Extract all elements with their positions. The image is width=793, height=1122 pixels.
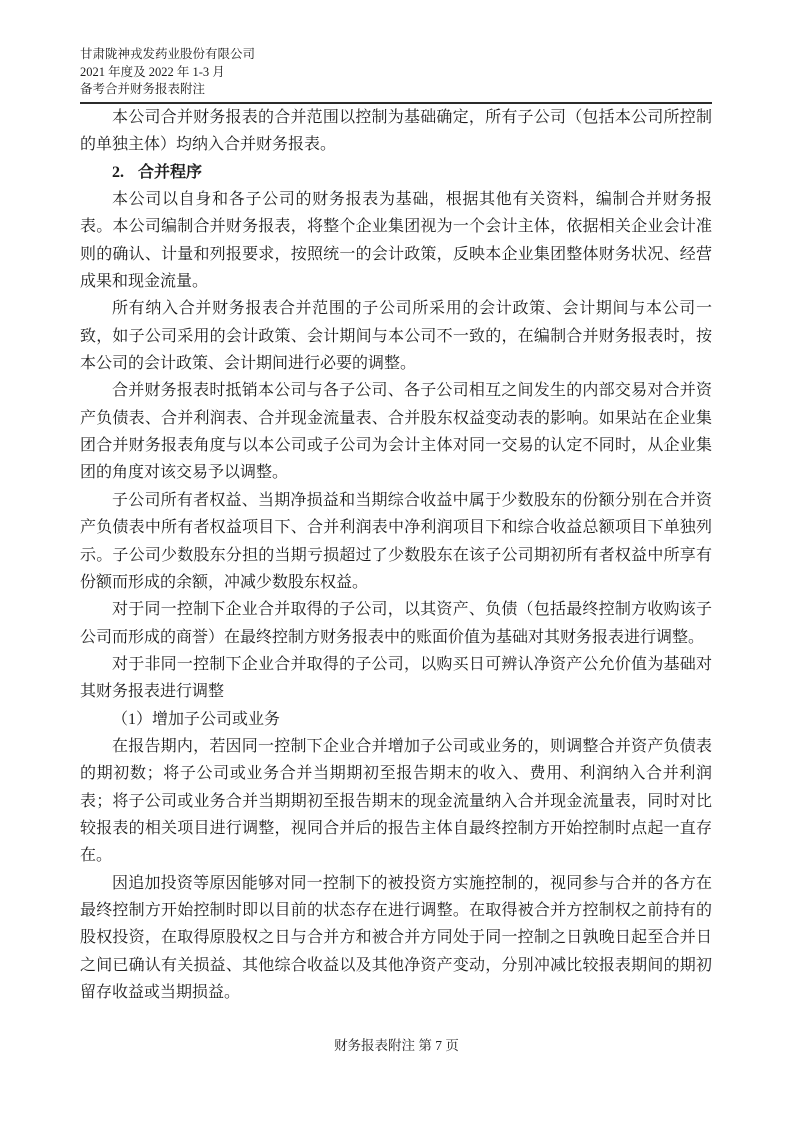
report-period: 2021 年度及 2022 年 1-3 月 (80, 64, 225, 79)
paragraph-same-control-merger: 对于同一控制下企业合并取得的子公司，以其资产、负债（包括最终控制方收购该子公司而形成的商誉）在最终控制方财务报表中的账面价值为基础对其财务报表进行调整。 (80, 601, 712, 646)
paragraph-consolidation-scope: 本公司合并财务报表的合并范围以控制为基础确定，所有子公司（包括本公司所控制的单独主体）均纳入合并财务报表。 (80, 109, 712, 154)
header-doc-title: 备考合并财务报表附注 (80, 82, 206, 96)
section-heading (80, 159, 712, 186)
document-body (80, 104, 712, 1006)
page-footer (0, 1037, 793, 1055)
document-header (80, 46, 712, 104)
paragraph-accounting-policy-alignment: 所有纳入合并财务报表合并范围的子公司所采用的会计政策、会计期间与本公司一致，如子公司采用的会计政策、会计期间与本公司不一致的，在编制合并财务报表时，按本公司的会计政策、会计期间进行必要的调整。 (80, 300, 712, 373)
paragraph-minority-interest: 子公司所有者权益、当期净损益和当期综合收益中属于少数股东的份额分别在合并资产负债表中所有者权益项目下、合并利润表中净利润项目下和综合收益总额项目下单独列示。子公司少数股东分担的当期亏损超过了少数股东在该子公司期初所有者权益中所享有份额而形成的余额，冲减少数股东权益。 (80, 491, 712, 591)
paragraph-additional-investment: 因追加投资等原因能够对同一控制下的被投资方实施控制的，视同参与合并的各方在最终控制方开始控制时即以目前的状态存在进行调整。在取得被合并方控制权之前持有的股权投资，在取得原股权之日与合并方和被合并方同处于同一控制之日孰晚日起至合并日之间已确认有关损益、其他综合收益以及其他净资产变动，分别冲减比较报表期间的期初留存收益或当期损益。 (80, 874, 712, 1001)
paragraph-non-same-control-merger: 对于非同一控制下企业合并取得的子公司，以购买日可辨认净资产公允价值为基础对其财务报表进行调整 (80, 655, 712, 701)
company-name: 甘肃陇神戎发药业股份有限公司 (80, 47, 256, 61)
section-title: 合并程序 (138, 163, 203, 181)
footer-page-label: 财务报表附注 第 7 页 (334, 1038, 459, 1053)
section-number: 2. (112, 163, 124, 181)
paragraph-consolidation-basis: 本公司以自身和各子公司的财务报表为基础，根据其他有关资料，编制合并财务报表。本公司编制合并财务报表，将整个企业集团视为一个会计主体，依据相关企业会计准则的确认、计量和列报要求，按照统一的会计政策，反映本企业集团整体财务状况、经营成果和现金流量。 (80, 191, 712, 291)
list-item-add-subsidiary: （1）增加子公司或业务 (112, 710, 281, 728)
paragraph-reporting-period-adjustment: 在报告期内，若因同一控制下企业合并增加子公司或业务的，则调整合并资产负债表的期初数；将子公司或业务合并当期期初至报告期末的收入、费用、利润纳入合并利润表；将子公司或业务合并当期期初至报告期末的现金流量纳入合并现金流量表，同时对比较报表的相关项目进行调整，视同合并后的报告主体自最终控制方开始控制时点起一直存在。 (80, 737, 712, 865)
paragraph-intercompany-elimination: 合并财务报表时抵销本公司与各子公司、各子公司相互之间发生的内部交易对合并资产负债表、合并利润表、合并现金流量表、合并股东权益变动表的影响。如果站在企业集团合并财务报表角度与以本公司或子公司为会计主体对同一交易的认定不同时，从企业集团的角度对该交易予以调整。 (80, 382, 712, 482)
